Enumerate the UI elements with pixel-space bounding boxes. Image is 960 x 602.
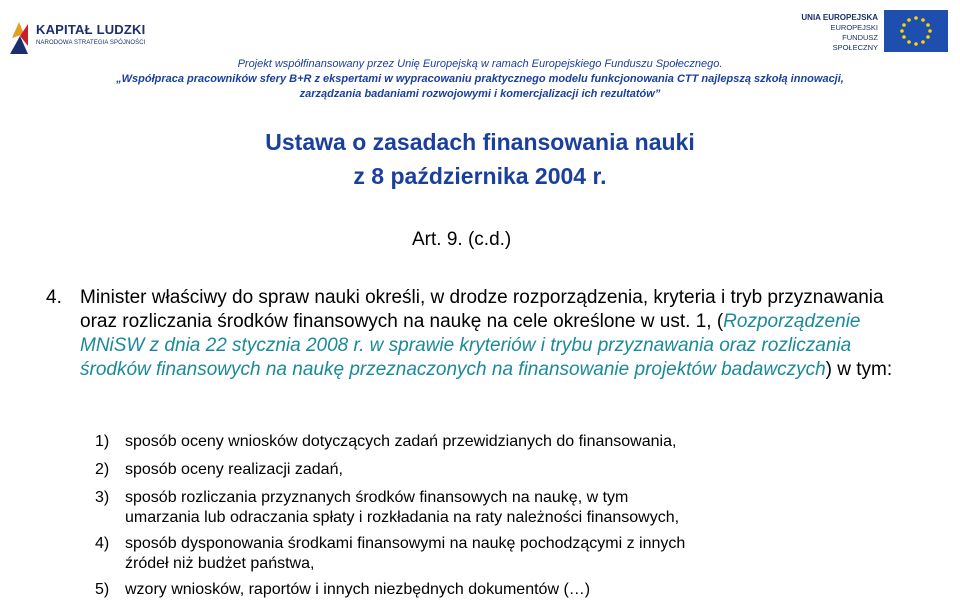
kapital-ludzki-logo bbox=[8, 12, 148, 62]
paragraph-4 bbox=[46, 286, 916, 382]
paragraph-text-a: Minister właściwy do spraw nauki określi, w drodze rozporządzenia, kryteria i tryb przyznawania oraz rozliczania środków finansowych na naukę na cele określone w ust. 1, ( bbox=[80, 287, 884, 332]
eu-logo bbox=[800, 10, 950, 54]
kapital-ludzki-symbol-icon bbox=[8, 16, 30, 56]
item-number: 4) bbox=[95, 535, 110, 552]
item-text: sposób oceny realizacji zadań, bbox=[125, 461, 343, 478]
kapital-ludzki-subtitle: NARODOWA STRATEGIA SPÓJNOŚCI bbox=[36, 40, 146, 46]
document-date: z 8 października 2004 r. bbox=[353, 163, 607, 189]
kapital-ludzki-title: KAPITAŁ LUDZKI bbox=[36, 22, 146, 37]
eu-flag-icon bbox=[884, 10, 948, 52]
eu-logo-line1: UNIA EUROPEJSKA bbox=[801, 13, 878, 22]
item-number: 5) bbox=[95, 581, 110, 598]
header-line-3: zarządzania badaniami rozwojowymi i komercjalizacji ich rezultatów” bbox=[299, 88, 661, 100]
header-line-1: Projekt współfinansowany przez Unię Europejską w ramach Europejskiego Funduszu Społecznego. bbox=[237, 58, 723, 70]
item-text-continued: umarzania lub odraczania spłaty i rozkładania na raty należności finansowych, bbox=[125, 509, 680, 526]
list-item bbox=[95, 461, 915, 479]
eu-logo-line2: EUROPEJSKI bbox=[830, 23, 878, 32]
document-title: Ustawa o zasadach finansowania nauki bbox=[265, 129, 695, 155]
header-line-2: „Współpraca pracowników sfery B+R z ekspertami w wypracowaniu praktycznego modelu funkcjonowania CTT najlepszą szkołą innowacji, bbox=[116, 73, 844, 85]
list-item bbox=[95, 489, 915, 529]
list-item bbox=[95, 581, 915, 599]
item-number: 3) bbox=[95, 489, 110, 506]
item-text: sposób dysponowania środkami finansowymi na naukę pochodzącymi z innych bbox=[125, 535, 686, 552]
item-text: sposób oceny wniosków dotyczących zadań przewidzianych do finansowania, bbox=[125, 433, 677, 450]
paragraph-text-b: ) w tym: bbox=[825, 359, 893, 380]
eu-logo-text bbox=[800, 12, 878, 53]
item-text-continued: źródeł niż budżet państwa, bbox=[125, 555, 315, 572]
project-header bbox=[0, 57, 960, 102]
item-text: sposób rozliczania przyznanych środków finansowych na naukę, w tym bbox=[125, 489, 629, 506]
article-heading: Art. 9. (c.d.) bbox=[412, 229, 512, 250]
list-item bbox=[95, 535, 915, 575]
list-item bbox=[95, 433, 915, 451]
item-number: 2) bbox=[95, 461, 110, 478]
item-list bbox=[95, 433, 915, 599]
paragraph-body bbox=[80, 286, 916, 382]
paragraph-number: 4. bbox=[46, 287, 62, 308]
regulation-reference: Rozporządzenie MNiSW z dnia 22 stycznia 2008 r. w sprawie kryteriów i trybu przyznawania oraz rozliczania środków finansowych na naukę przeznaczonych na finansowanie projektów badawczych bbox=[80, 311, 861, 380]
item-number: 1) bbox=[95, 433, 110, 450]
item-text: wzory wniosków, raportów i innych niezbędnych dokumentów (…) bbox=[125, 581, 591, 598]
eu-logo-line3: FUNDUSZ SPOŁECZNY bbox=[832, 33, 878, 52]
